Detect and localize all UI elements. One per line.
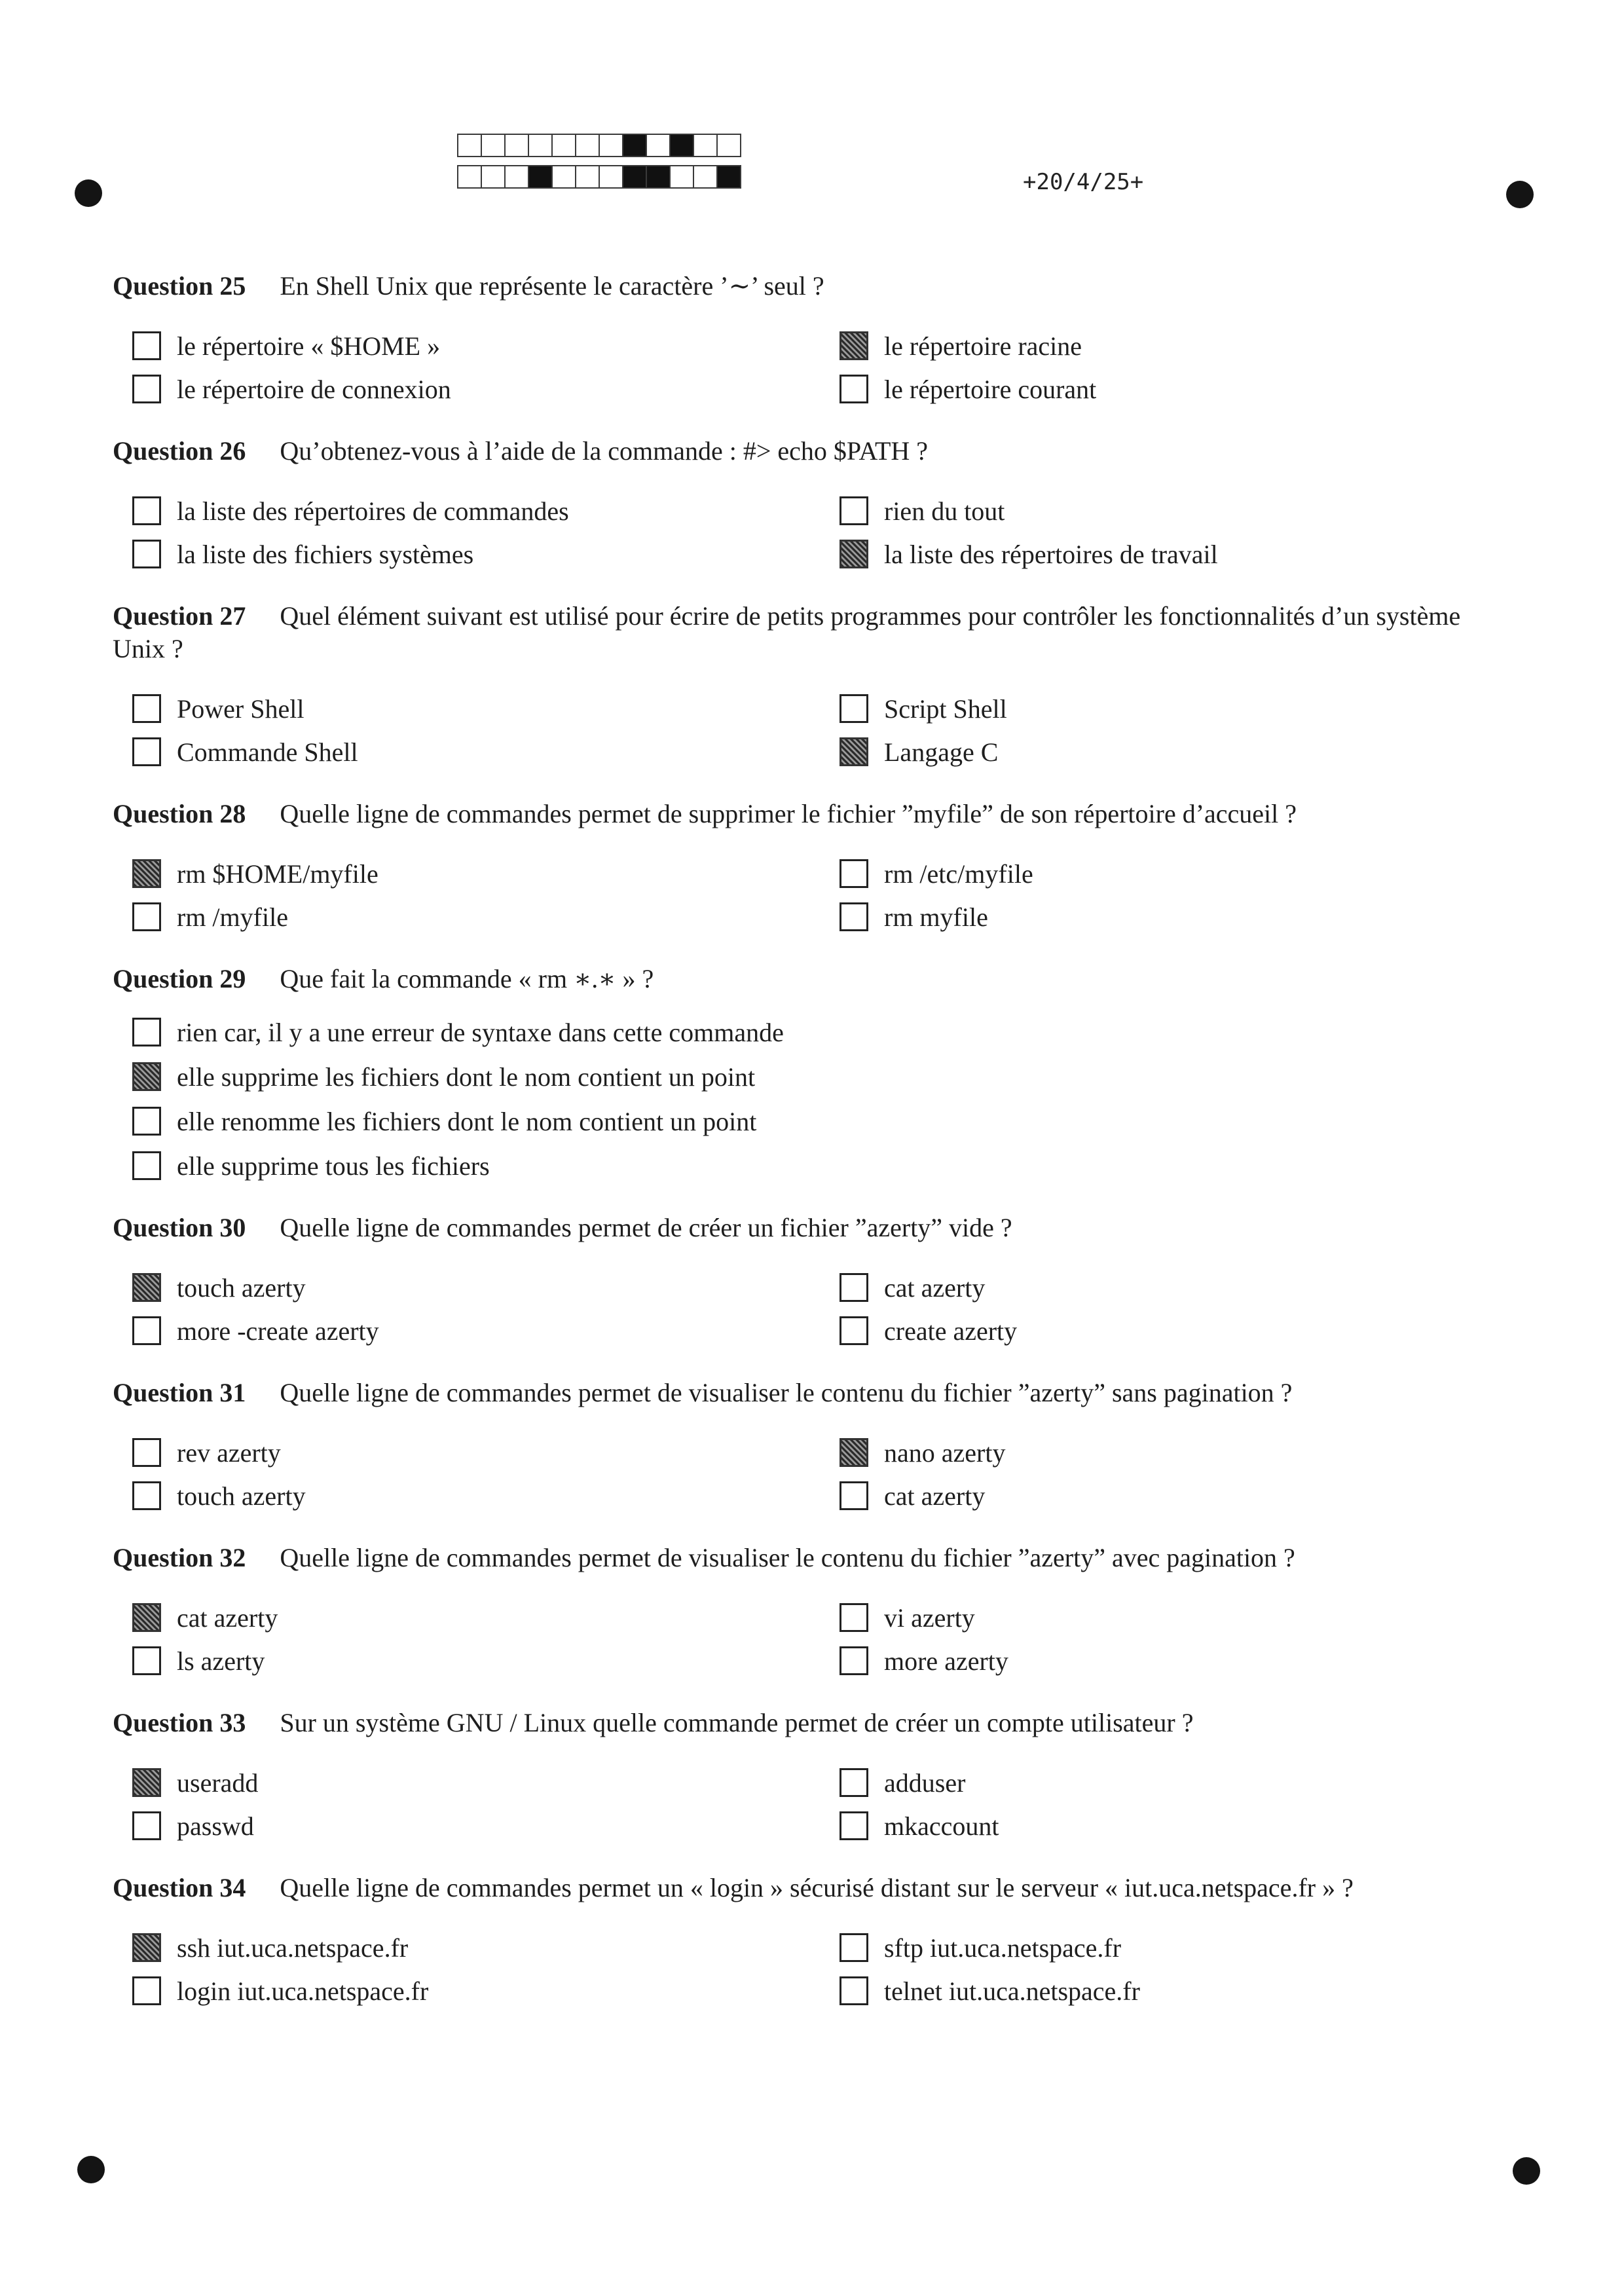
answer-label: elle supprime tous les fichiers	[177, 1151, 490, 1181]
answer-option[interactable]	[113, 329, 820, 363]
answer-label: login iut.uca.netspace.fr	[177, 1976, 429, 2006]
answer-checkbox[interactable]	[132, 1107, 161, 1136]
answer-option[interactable]	[820, 1766, 1504, 1800]
answer-checkbox[interactable]	[132, 496, 161, 525]
answer-option[interactable]	[113, 735, 820, 769]
answer-option[interactable]	[113, 1644, 820, 1678]
code-cell	[599, 165, 623, 189]
answer-option[interactable]	[820, 494, 1504, 528]
answer-option[interactable]	[820, 1809, 1504, 1843]
answer-label: cat azerty	[884, 1272, 986, 1303]
answer-label: Power Shell	[177, 694, 304, 724]
answer-option[interactable]	[820, 537, 1504, 571]
answer-label: cat azerty	[884, 1481, 986, 1511]
answer-label: la liste des répertoires de travail	[884, 539, 1218, 569]
answer-option[interactable]	[820, 1601, 1504, 1635]
code-cell	[716, 134, 741, 157]
answer-label: adduser	[884, 1768, 966, 1798]
answer-option[interactable]	[820, 1931, 1504, 1965]
registration-marker-bottom-right	[1513, 2157, 1540, 2185]
answer-label: rm /etc/myfile	[884, 859, 1033, 889]
answer-checkbox[interactable]	[840, 902, 868, 931]
answer-label: elle renomme les fichiers dont le nom contient un point	[177, 1106, 757, 1136]
answer-label: sftp iut.uca.netspace.fr	[884, 1933, 1122, 1963]
answer-label: rien du tout	[884, 496, 1005, 526]
answer-option[interactable]	[113, 1015, 1504, 1049]
code-cell	[669, 165, 694, 189]
answer-checkbox[interactable]	[132, 331, 161, 360]
code-cell	[622, 134, 647, 157]
answer-checkbox[interactable]	[132, 1811, 161, 1840]
answer-label: touch azerty	[177, 1481, 306, 1511]
question-label: Question 33	[113, 1708, 246, 1737]
answer-checkbox[interactable]	[840, 1273, 868, 1302]
answer-option[interactable]	[113, 372, 820, 406]
registration-marker-top-right	[1506, 181, 1534, 208]
answer-option[interactable]	[820, 857, 1504, 891]
answer-label: cat azerty	[177, 1602, 278, 1633]
answer-option[interactable]	[113, 1974, 820, 2008]
answer-checkbox[interactable]	[132, 1062, 161, 1091]
question-label: Question 25	[113, 271, 246, 301]
answer-checkbox[interactable]	[132, 1273, 161, 1302]
answer-checkbox[interactable]	[840, 1646, 868, 1675]
answer-label: more azerty	[884, 1646, 1008, 1676]
answer-checkbox[interactable]	[132, 1646, 161, 1675]
answer-option[interactable]	[820, 1644, 1504, 1678]
code-cell	[622, 165, 647, 189]
registration-marker-top-left	[75, 179, 102, 207]
answer-checkbox[interactable]	[840, 540, 868, 568]
question-30	[113, 1212, 1504, 1348]
answer-checkbox[interactable]	[132, 1018, 161, 1046]
answer-checkbox[interactable]	[840, 1768, 868, 1797]
answer-option[interactable]	[820, 372, 1504, 406]
answer-label: useradd	[177, 1768, 259, 1798]
code-cell	[669, 134, 694, 157]
answer-checkbox[interactable]	[840, 694, 868, 723]
code-cell	[575, 165, 600, 189]
answer-checkbox[interactable]	[132, 1481, 161, 1510]
answer-label: le répertoire « $HOME »	[177, 331, 441, 361]
question-text: Quelle ligne de commandes permet de créer un fichier ”azerty” vide ?	[280, 1213, 1012, 1242]
answer-label: la liste des répertoires de commandes	[177, 496, 569, 526]
answer-checkbox[interactable]	[132, 737, 161, 766]
answer-option[interactable]	[113, 1931, 820, 1965]
page-code-row-2	[457, 165, 740, 189]
question-text: Quelle ligne de commandes permet un « login » sécurisé distant sur le serveur « iut.uca.netspace.fr » ?	[280, 1873, 1354, 1902]
answer-label: create azerty	[884, 1316, 1018, 1346]
page-code-row-1	[457, 134, 740, 157]
code-cell	[716, 165, 741, 189]
answer-label: nano azerty	[884, 1437, 1006, 1468]
answer-option[interactable]	[113, 1104, 1504, 1138]
code-cell	[481, 134, 506, 157]
answer-option[interactable]	[820, 692, 1504, 726]
answer-label: le répertoire de connexion	[177, 374, 451, 404]
answer-option[interactable]	[113, 537, 820, 571]
answer-label: elle supprime les fichiers dont le nom contient un point	[177, 1062, 756, 1092]
answer-checkbox[interactable]	[840, 375, 868, 403]
question-32	[113, 1542, 1504, 1678]
answer-label: passwd	[177, 1811, 254, 1841]
answer-option[interactable]	[113, 692, 820, 726]
answer-checkbox[interactable]	[132, 375, 161, 403]
answer-label: rev azerty	[177, 1437, 281, 1468]
question-text: Sur un système GNU / Linux quelle commande permet de créer un compte utilisateur ?	[280, 1708, 1194, 1737]
answer-label: rm myfile	[884, 902, 988, 932]
answer-checkbox[interactable]	[840, 331, 868, 360]
question-text: Quelle ligne de commandes permet de supprimer le fichier ”myfile” de son répertoire d’accueil ?	[280, 799, 1297, 828]
code-cell	[504, 134, 529, 157]
answer-label: telnet iut.uca.netspace.fr	[884, 1976, 1140, 2006]
answer-checkbox[interactable]	[840, 1481, 868, 1510]
code-cell	[646, 134, 671, 157]
code-cell	[646, 165, 671, 189]
question-text: Quel élément suivant est utilisé pour écrire de petits programmes pour contrôler les fonctionnalités d’un système Unix ?	[113, 601, 1461, 663]
answer-option[interactable]	[113, 1766, 820, 1800]
question-text: Qu’obtenez-vous à l’aide de la commande : #> echo $PATH ?	[280, 436, 929, 466]
answer-label: le répertoire courant	[884, 374, 1097, 404]
answer-checkbox[interactable]	[132, 694, 161, 723]
question-25	[113, 270, 1504, 406]
answer-label: ssh iut.uca.netspace.fr	[177, 1933, 409, 1963]
answer-option[interactable]	[113, 1060, 1504, 1094]
answer-label: rien car, il y a une erreur de syntaxe dans cette commande	[177, 1017, 784, 1047]
question-34	[113, 1872, 1504, 2008]
answer-label: ls azerty	[177, 1646, 265, 1676]
answer-option[interactable]	[820, 1270, 1504, 1305]
answer-option[interactable]	[820, 1435, 1504, 1470]
question-31	[113, 1377, 1504, 1513]
question-label: Question 34	[113, 1873, 246, 1902]
answer-option[interactable]	[113, 900, 820, 934]
code-cell	[599, 134, 623, 157]
question-label: Question 29	[113, 964, 246, 993]
question-text: En Shell Unix que représente le caractère ’∼’ seul ?	[280, 271, 824, 301]
question-label: Question 26	[113, 436, 246, 466]
code-cell	[457, 165, 482, 189]
answer-label: Script Shell	[884, 694, 1007, 724]
answer-checkbox[interactable]	[840, 1603, 868, 1632]
code-cell	[457, 134, 482, 157]
question-text: Quelle ligne de commandes permet de visualiser le contenu du fichier ”azerty” sans pagination ?	[280, 1378, 1293, 1407]
answer-checkbox[interactable]	[840, 1438, 868, 1467]
answer-label: la liste des fichiers systèmes	[177, 539, 474, 569]
answer-label: Langage C	[884, 737, 999, 767]
answer-option[interactable]	[113, 1479, 820, 1513]
answer-checkbox[interactable]	[132, 1316, 161, 1345]
answer-option[interactable]	[820, 1314, 1504, 1348]
answer-label: rm $HOME/myfile	[177, 859, 378, 889]
question-label: Question 31	[113, 1378, 246, 1407]
answer-option[interactable]	[113, 494, 820, 528]
answer-label: vi azerty	[884, 1602, 975, 1633]
question-text: Quelle ligne de commandes permet de visualiser le contenu du fichier ”azerty” avec pagination ?	[280, 1543, 1295, 1572]
code-cell	[504, 165, 529, 189]
answer-checkbox[interactable]	[132, 902, 161, 931]
code-cell	[551, 165, 576, 189]
answer-option[interactable]	[113, 1149, 1504, 1183]
answer-label: rm /myfile	[177, 902, 288, 932]
answer-checkbox[interactable]	[132, 1976, 161, 2005]
code-cell	[693, 134, 718, 157]
question-33	[113, 1707, 1504, 1843]
answer-checkbox[interactable]	[132, 1768, 161, 1797]
answer-checkbox[interactable]	[132, 1603, 161, 1632]
answer-label: more -create azerty	[177, 1316, 379, 1346]
answer-label: touch azerty	[177, 1272, 306, 1303]
answer-option[interactable]	[113, 1601, 820, 1635]
question-28	[113, 798, 1504, 934]
code-cell	[528, 134, 553, 157]
code-cell	[693, 165, 718, 189]
answer-checkbox[interactable]	[132, 1438, 161, 1467]
answer-checkbox[interactable]	[132, 859, 161, 888]
answer-checkbox[interactable]	[840, 737, 868, 766]
answer-option[interactable]	[820, 735, 1504, 769]
answer-option[interactable]	[820, 329, 1504, 363]
answer-label: Commande Shell	[177, 737, 358, 767]
question-27	[113, 600, 1504, 769]
code-cell	[481, 165, 506, 189]
answer-option[interactable]	[113, 1809, 820, 1843]
answer-checkbox[interactable]	[840, 496, 868, 525]
question-text: Que fait la commande « rm ∗.∗ » ?	[280, 964, 654, 993]
code-cell	[528, 165, 553, 189]
answer-option[interactable]	[820, 1974, 1504, 2008]
question-29	[113, 963, 1504, 1183]
answer-label: mkaccount	[884, 1811, 999, 1841]
answer-option[interactable]	[820, 1479, 1504, 1513]
page-id: +20/4/25+	[1023, 169, 1144, 195]
answer-checkbox[interactable]	[840, 859, 868, 888]
answer-checkbox[interactable]	[132, 540, 161, 568]
answer-option[interactable]	[113, 1314, 820, 1348]
answer-option[interactable]	[113, 857, 820, 891]
question-label: Question 28	[113, 799, 246, 828]
question-label: Question 27	[113, 601, 246, 631]
registration-marker-bottom-left	[77, 2156, 105, 2183]
code-cell	[575, 134, 600, 157]
code-cell	[551, 134, 576, 157]
answer-option[interactable]	[113, 1435, 820, 1470]
answer-checkbox[interactable]	[840, 1976, 868, 2005]
answer-label: le répertoire racine	[884, 331, 1082, 361]
answer-option[interactable]	[113, 1270, 820, 1305]
answer-option[interactable]	[820, 900, 1504, 934]
answer-checkbox[interactable]	[132, 1151, 161, 1180]
answer-checkbox[interactable]	[840, 1811, 868, 1840]
answer-checkbox[interactable]	[840, 1933, 868, 1962]
question-label: Question 32	[113, 1543, 246, 1572]
answer-checkbox[interactable]	[132, 1933, 161, 1962]
question-26	[113, 435, 1504, 571]
answer-checkbox[interactable]	[840, 1316, 868, 1345]
question-label: Question 30	[113, 1213, 246, 1242]
